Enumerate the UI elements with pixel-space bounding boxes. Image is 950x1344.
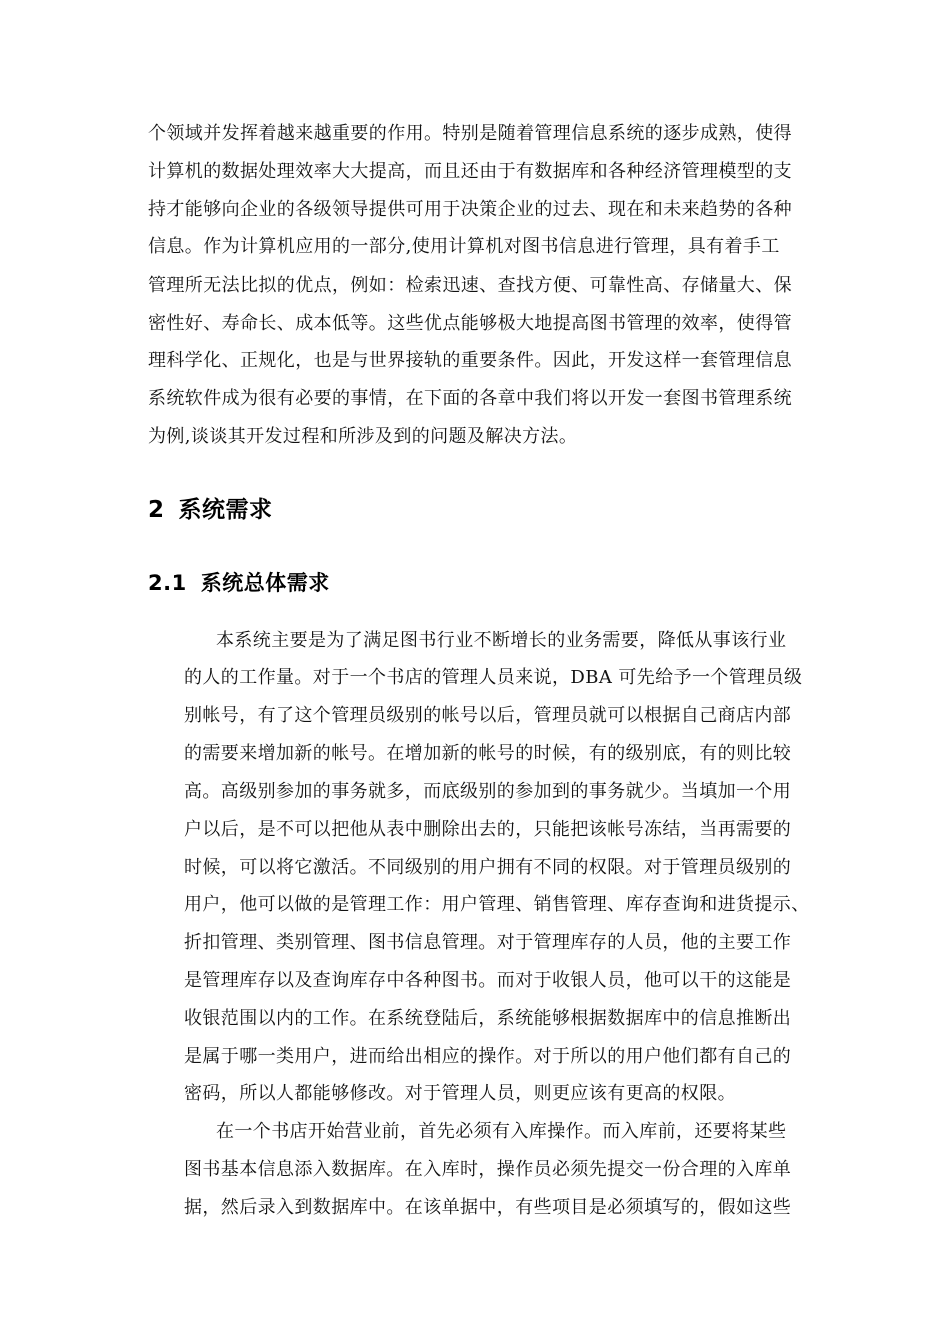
subsection-heading <box>148 570 330 596</box>
paragraph-line: 管理所无法比拟的优点，例如：检索迅速、查找方便、可靠性高、存储量大、保 <box>148 275 792 296</box>
paragraph-line: 的人的工作量。对于一个书店的管理人员来说，DBA 可先给予一个管理员级 <box>184 667 803 688</box>
paragraph-line: 密性好、寿命长、成本低等。这些优点能够极大地提高图书管理的效率，使得管 <box>148 313 792 334</box>
paragraph-line: 别帐号，有了这个管理员级别的帐号以后，管理员就可以根据自己商店内部 <box>184 705 792 726</box>
paragraph-line: 户以后，是不可以把他从表中删除出去的，只能把该帐号冻结，当再需要的 <box>184 819 792 840</box>
paragraph-line: 系统软件成为很有必要的事情，在下面的各章中我们将以开发一套图书管理系统 <box>148 388 792 409</box>
paragraph-line: 用户，他可以做的是管理工作：用户管理、销售管理、库存查询和进货提示、 <box>184 894 810 915</box>
subsection-number: 2.1 <box>148 571 187 595</box>
paragraph-line: 的需要来增加新的帐号。在增加新的帐号的时候，有的级别底，有的则比较 <box>184 743 792 764</box>
subsection-title: 系统总体需求 <box>200 571 330 595</box>
paragraph-line: 密码，所以人都能够修改。对于管理人员，则更应该有更高的权限。 <box>184 1083 736 1104</box>
paragraph-line: 高。高级别参加的事务就多，而底级别的参加到的事务就少。当填加一个用 <box>184 781 792 802</box>
paragraph-line: 是管理库存以及查询库存中各种图书。而对于收银人员，他可以干的这能是 <box>184 970 792 991</box>
section-title: 系统需求 <box>178 497 273 523</box>
paragraph-line: 本系统主要是为了满足图书行业不断增长的业务需要，降低从事该行业 <box>216 630 787 651</box>
paragraph-line: 时候，可以将它激活。不同级别的用户拥有不同的权限。对于管理员级别的 <box>184 857 792 878</box>
paragraph-line: 在一个书店开始营业前，首先必须有入库操作。而入库前，还要将某些 <box>216 1121 787 1142</box>
paragraph-line: 理科学化、正规化，也是与世界接轨的重要条件。因此，开发这样一套管理信息 <box>148 350 792 371</box>
paragraph-line: 计算机的数据处理效率大大提高，而且还由于有数据库和各种经济管理模型的支 <box>148 161 792 182</box>
section-number: 2 <box>148 497 165 523</box>
paragraph-line: 是属于哪一类用户，进而给出相应的操作。对于所以的用户他们都有自己的 <box>184 1046 792 1067</box>
paragraph-line: 为例,谈谈其开发过程和所涉及到的问题及解决方法。 <box>148 426 578 447</box>
section-heading <box>148 496 273 524</box>
paragraph-line: 信息。作为计算机应用的一部分,使用计算机对图书信息进行管理，具有着手工 <box>148 236 780 257</box>
paragraph-line: 图书基本信息添入数据库。在入库时，操作员必须先提交一份合理的入库单 <box>184 1159 792 1180</box>
paragraph-line: 折扣管理、类别管理、图书信息管理。对于管理库存的人员，他的主要工作 <box>184 932 792 953</box>
paragraph-line: 据，然后录入到数据库中。在该单据中，有些项目是必须填写的，假如这些 <box>184 1197 792 1218</box>
paragraph-line: 个领域并发挥着越来越重要的作用。特别是随着管理信息系统的逐步成熟，使得 <box>148 123 792 144</box>
paragraph-line: 持才能够向企业的各级领导提供可用于决策企业的过去、现在和未来趋势的各种 <box>148 199 792 220</box>
paragraph-line: 收银范围以内的工作。在系统登陆后，系统能够根据数据库中的信息推断出 <box>184 1008 792 1029</box>
